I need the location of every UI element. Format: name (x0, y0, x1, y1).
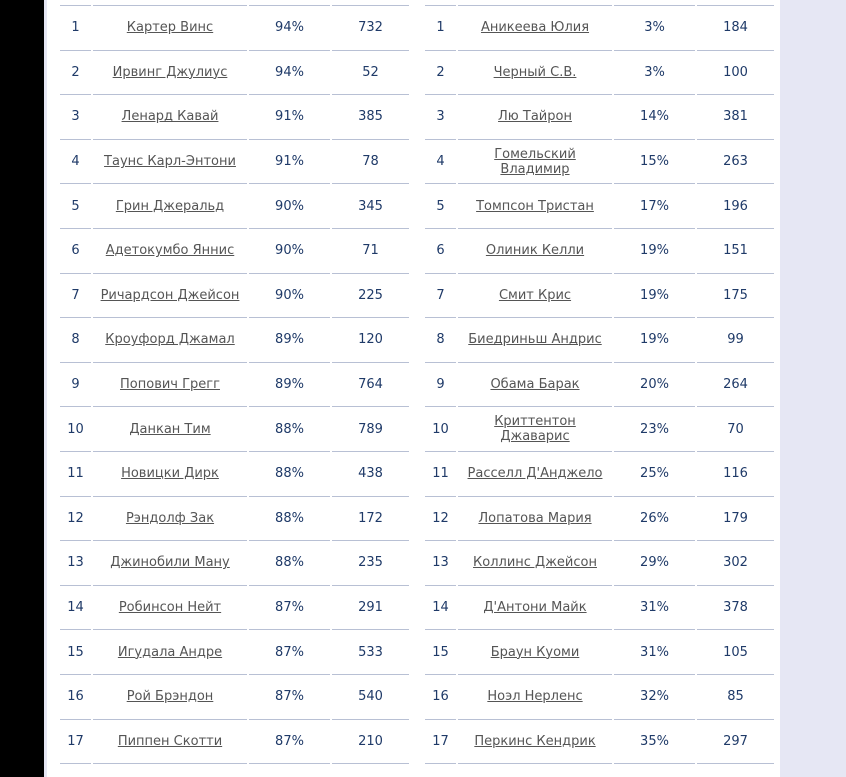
count-cell: 85 (697, 675, 774, 720)
rank-cell: 15 (60, 630, 91, 675)
name-cell (93, 95, 247, 140)
rank-cell: 7 (425, 274, 456, 319)
player-name-link[interactable]: Томпсон Тристан (476, 198, 594, 214)
percent-cell: 31% (614, 630, 695, 675)
player-name-link[interactable]: Грин Джеральд (115, 198, 225, 214)
percent-cell: 88% (249, 407, 330, 452)
name-cell (458, 184, 612, 229)
count-cell: 70 (697, 407, 774, 452)
player-name-link[interactable]: Криттентон Джаварис (494, 414, 576, 445)
count-cell: 235 (332, 541, 409, 586)
percent-cell: 29% (614, 541, 695, 586)
rank-cell: 2 (425, 51, 456, 96)
percent-cell: 23% (614, 407, 695, 452)
player-name-link[interactable]: Обама Барак (490, 377, 580, 393)
rank-cell: 5 (425, 184, 456, 229)
rank-cell: 4 (425, 140, 456, 185)
player-name-link[interactable]: Адетокумбо Яннис (105, 243, 235, 259)
percent-cell: 88% (249, 497, 330, 542)
percent-cell: 19% (614, 229, 695, 274)
player-name-link[interactable]: Гомельский Владимир (494, 146, 576, 177)
table-row (60, 497, 409, 542)
percent-cell: 88% (249, 452, 330, 497)
percent-cell: 91% (249, 140, 330, 185)
count-cell: 120 (332, 318, 409, 363)
count-cell: 52 (332, 51, 409, 96)
percent-cell: 3% (614, 5, 695, 51)
rank-cell: 12 (60, 497, 91, 542)
table-row (60, 675, 409, 720)
table-row (425, 452, 774, 497)
percent-cell: 89% (249, 363, 330, 408)
rank-cell: 16 (60, 675, 91, 720)
player-name-link[interactable]: Ноэл Нерленс (487, 689, 583, 705)
rank-cell: 2 (60, 51, 91, 96)
player-name-link[interactable]: Биедриньш Андрис (468, 332, 602, 348)
name-cell (93, 140, 247, 185)
count-cell: 105 (697, 630, 774, 675)
table-row (425, 720, 774, 765)
rank-cell: 11 (60, 452, 91, 497)
percent-cell: 89% (249, 318, 330, 363)
rank-cell: 8 (60, 318, 91, 363)
table-row (60, 407, 409, 452)
table-row (425, 675, 774, 720)
percent-cell: 90% (249, 229, 330, 274)
name-cell (93, 675, 247, 720)
rank-cell: 7 (60, 274, 91, 319)
table-row (425, 5, 774, 51)
name-cell (93, 452, 247, 497)
table-row (425, 318, 774, 363)
player-name-link[interactable]: Рэндолф Зак (125, 510, 215, 526)
player-name-link[interactable]: Перкинс Кендрик (474, 733, 596, 749)
name-cell (458, 407, 612, 452)
table-row (425, 586, 774, 631)
name-cell (93, 363, 247, 408)
count-cell: 179 (697, 497, 774, 542)
count-cell: 540 (332, 675, 409, 720)
percent-cell: 19% (614, 274, 695, 319)
player-name-link[interactable]: Браун Куоми (490, 644, 580, 660)
table-row (425, 184, 774, 229)
count-cell: 789 (332, 407, 409, 452)
name-cell (458, 541, 612, 586)
name-cell (93, 5, 247, 51)
table-row (425, 274, 774, 319)
table-row (60, 95, 409, 140)
table-row (425, 229, 774, 274)
table-row (425, 95, 774, 140)
percent-cell: 90% (249, 184, 330, 229)
name-cell (93, 184, 247, 229)
name-cell (458, 274, 612, 319)
player-name-link[interactable]: Аникеева Юлия (480, 20, 590, 36)
count-cell: 78 (332, 140, 409, 185)
count-cell: 184 (697, 5, 774, 51)
count-cell: 302 (697, 541, 774, 586)
name-cell (93, 586, 247, 631)
name-cell (458, 140, 612, 185)
name-cell (458, 51, 612, 96)
percent-cell: 91% (249, 95, 330, 140)
name-cell (93, 407, 247, 452)
name-cell (458, 630, 612, 675)
percent-cell: 90% (249, 274, 330, 319)
name-cell (458, 229, 612, 274)
table-row (425, 497, 774, 542)
name-cell (458, 5, 612, 51)
name-cell (93, 318, 247, 363)
player-name-link[interactable]: Ленард Кавай (121, 109, 219, 125)
player-name-link[interactable]: Расселл Д'Анджело (467, 466, 603, 482)
rank-cell: 12 (425, 497, 456, 542)
table-row (60, 318, 409, 363)
rank-cell: 17 (60, 720, 91, 765)
name-cell (458, 363, 612, 408)
percent-cell: 32% (614, 675, 695, 720)
rank-cell: 14 (425, 586, 456, 631)
table-row (425, 630, 774, 675)
player-name-link[interactable]: Коллинс Джейсон (473, 555, 597, 571)
table-row (425, 140, 774, 185)
rank-cell: 14 (60, 586, 91, 631)
percent-cell: 35% (614, 720, 695, 765)
rank-cell: 3 (425, 95, 456, 140)
rank-cell: 13 (425, 541, 456, 586)
table-row (60, 140, 409, 185)
rank-cell: 6 (60, 229, 91, 274)
table-row (425, 363, 774, 408)
player-name-link[interactable]: Попович Грегг (120, 377, 220, 393)
count-cell: 297 (697, 720, 774, 765)
table-row (60, 630, 409, 675)
rank-cell: 11 (425, 452, 456, 497)
rank-cell: 10 (425, 407, 456, 452)
name-cell (458, 452, 612, 497)
name-cell (458, 675, 612, 720)
player-name-link[interactable]: Д'Антони Майк (483, 600, 587, 616)
rank-cell: 1 (60, 5, 91, 51)
count-cell: 175 (697, 274, 774, 319)
table-row (425, 541, 774, 586)
percent-cell: 94% (249, 5, 330, 51)
name-cell (93, 229, 247, 274)
rank-cell: 15 (425, 630, 456, 675)
percent-cell: 19% (614, 318, 695, 363)
name-cell (93, 720, 247, 765)
table-row (60, 51, 409, 96)
percent-cell: 3% (614, 51, 695, 96)
rating-table-left-body (60, 5, 409, 764)
count-cell: 381 (697, 95, 774, 140)
rank-cell: 17 (425, 720, 456, 765)
rank-cell: 10 (60, 407, 91, 452)
count-cell: 263 (697, 140, 774, 185)
player-name-link[interactable]: Пиппен Скотти (117, 733, 223, 749)
count-cell: 196 (697, 184, 774, 229)
rank-cell: 5 (60, 184, 91, 229)
count-cell: 732 (332, 5, 409, 51)
percent-cell: 94% (249, 51, 330, 96)
percent-cell: 14% (614, 95, 695, 140)
rank-cell: 6 (425, 229, 456, 274)
name-cell (458, 586, 612, 631)
name-cell (458, 318, 612, 363)
name-cell (93, 497, 247, 542)
rank-cell: 9 (425, 363, 456, 408)
name-cell (93, 274, 247, 319)
player-name-link[interactable]: Игудала Андре (117, 644, 223, 660)
percent-cell: 87% (249, 630, 330, 675)
rating-table-left (58, 5, 411, 764)
percent-cell: 31% (614, 586, 695, 631)
player-name-link[interactable]: Черный С.В. (493, 64, 577, 80)
count-cell: 99 (697, 318, 774, 363)
percent-cell: 17% (614, 184, 695, 229)
count-cell: 151 (697, 229, 774, 274)
rating-table-right-body (425, 5, 774, 764)
player-name-link[interactable]: Таунс Карл-Энтони (104, 154, 236, 170)
percent-cell: 15% (614, 140, 695, 185)
rank-cell: 16 (425, 675, 456, 720)
table-row (60, 586, 409, 631)
table-row (60, 541, 409, 586)
percent-cell: 88% (249, 541, 330, 586)
percent-cell: 26% (614, 497, 695, 542)
count-cell: 533 (332, 630, 409, 675)
table-row (60, 363, 409, 408)
name-cell (458, 497, 612, 542)
player-name-link[interactable]: Олиник Келли (485, 243, 585, 259)
player-name-link[interactable]: Картер Винс (126, 20, 214, 36)
table-row (60, 184, 409, 229)
player-name-link[interactable]: Смит Крис (498, 287, 572, 303)
count-cell: 438 (332, 452, 409, 497)
table-row (425, 51, 774, 96)
player-name-link[interactable]: Лопатова Мария (478, 510, 592, 526)
rank-cell: 3 (60, 95, 91, 140)
player-name-link[interactable]: Лю Тайрон (498, 109, 572, 125)
count-cell: 385 (332, 95, 409, 140)
rank-cell: 8 (425, 318, 456, 363)
table-row (60, 5, 409, 51)
percent-cell: 87% (249, 675, 330, 720)
name-cell (93, 541, 247, 586)
count-cell: 764 (332, 363, 409, 408)
count-cell: 264 (697, 363, 774, 408)
player-name-link[interactable]: Новицки Дирк (121, 466, 219, 482)
count-cell: 172 (332, 497, 409, 542)
name-cell (93, 51, 247, 96)
table-row (60, 452, 409, 497)
player-name-link[interactable]: Джинобили Ману (110, 555, 230, 571)
rank-cell: 9 (60, 363, 91, 408)
rank-cell: 4 (60, 140, 91, 185)
rank-cell: 1 (425, 5, 456, 51)
count-cell: 378 (697, 586, 774, 631)
table-row (60, 720, 409, 765)
rating-table-right (423, 5, 776, 764)
player-name-link[interactable]: Данкан Тим (129, 421, 211, 437)
player-name-link[interactable]: Рой Брэндон (126, 689, 214, 705)
player-name-link[interactable]: Ирвинг Джулиус (112, 64, 228, 80)
table-row (425, 407, 774, 452)
percent-cell: 87% (249, 586, 330, 631)
percent-cell: 25% (614, 452, 695, 497)
table-row (60, 274, 409, 319)
rank-cell: 13 (60, 541, 91, 586)
percent-cell: 87% (249, 720, 330, 765)
percent-cell: 20% (614, 363, 695, 408)
player-name-link[interactable]: Ричардсон Джейсон (100, 287, 240, 303)
count-cell: 345 (332, 184, 409, 229)
left-black-strip (0, 0, 44, 777)
count-cell: 210 (332, 720, 409, 765)
player-name-link[interactable]: Робинсон Нейт (118, 600, 222, 616)
count-cell: 100 (697, 51, 774, 96)
count-cell: 116 (697, 452, 774, 497)
count-cell: 71 (332, 229, 409, 274)
name-cell (93, 630, 247, 675)
player-name-link[interactable]: Кроуфорд Джамал (105, 332, 235, 348)
count-cell: 291 (332, 586, 409, 631)
name-cell (458, 720, 612, 765)
table-row (60, 229, 409, 274)
name-cell (458, 95, 612, 140)
count-cell: 225 (332, 274, 409, 319)
